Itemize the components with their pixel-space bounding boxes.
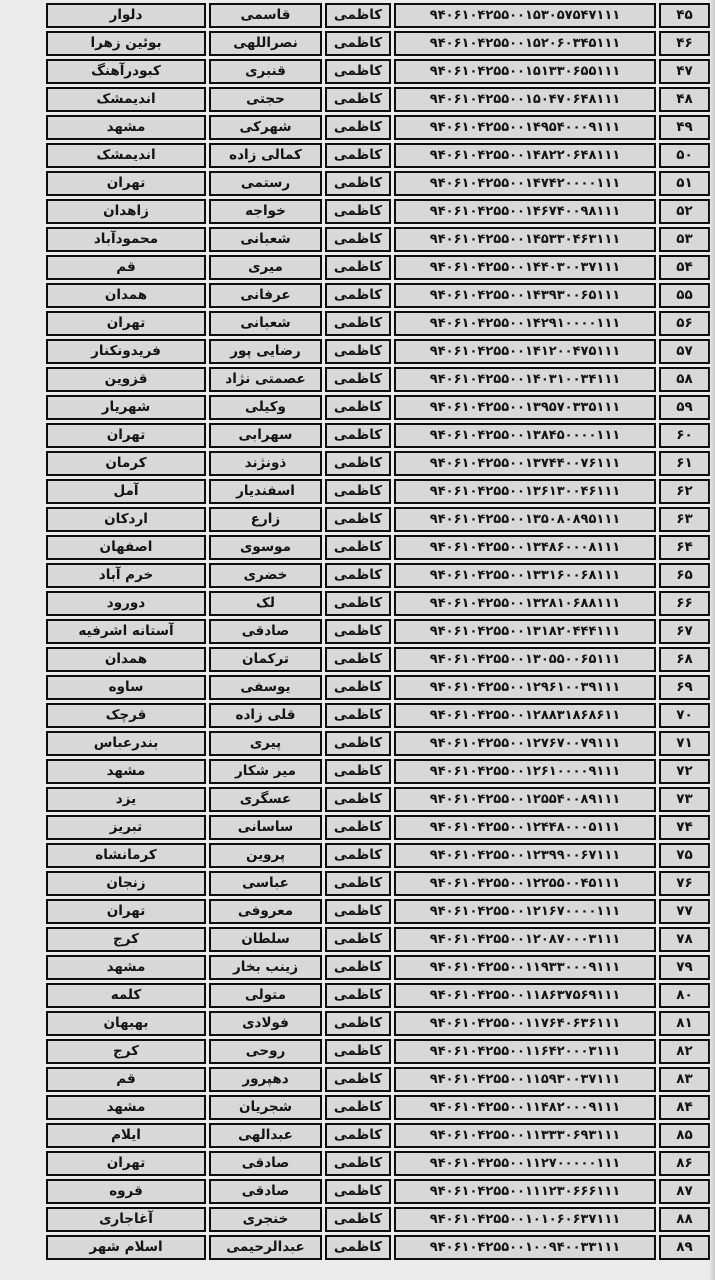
row-number-cell: ۶۱ <box>659 451 710 476</box>
name-cell: کاظمی <box>325 675 391 700</box>
table-row <box>46 899 710 924</box>
code-number-cell: ۹۴۰۶۱۰۴۲۵۵۰۰۱۱۲۷۰۰۰۰۰۱۱۱ <box>394 1151 656 1176</box>
row-number-cell: ۶۷ <box>659 619 710 644</box>
name-cell: کاظمی <box>325 535 391 560</box>
row-number-cell: ۷۱ <box>659 731 710 756</box>
row-number-cell: ۵۸ <box>659 367 710 392</box>
city-cell: فریدونکنار <box>46 339 206 364</box>
row-number-cell: ۷۸ <box>659 927 710 952</box>
table-row <box>46 1067 710 1092</box>
row-number-cell: ۷۴ <box>659 815 710 840</box>
code-number-cell: ۹۴۰۶۱۰۴۲۵۵۰۰۱۲۴۴۸۰۰۰۵۱۱۱ <box>394 815 656 840</box>
surname-cell: متولی <box>209 983 322 1008</box>
name-cell: کاظمی <box>325 311 391 336</box>
row-number-cell: ۶۵ <box>659 563 710 588</box>
code-number-cell: ۹۴۰۶۱۰۴۲۵۵۰۰۱۳۹۵۷۰۳۳۵۱۱۱ <box>394 395 656 420</box>
surname-cell: معروفی <box>209 899 322 924</box>
name-cell: کاظمی <box>325 395 391 420</box>
row-number-cell: ۷۵ <box>659 843 710 868</box>
name-cell: کاظمی <box>325 1039 391 1064</box>
name-cell: کاظمی <box>325 591 391 616</box>
name-cell: کاظمی <box>325 759 391 784</box>
name-cell: کاظمی <box>325 731 391 756</box>
code-number-cell: ۹۴۰۶۱۰۴۲۵۵۰۰۱۲۵۵۴۰۰۸۹۱۱۱ <box>394 787 656 812</box>
table-row <box>46 59 710 84</box>
table-row <box>46 731 710 756</box>
code-number-cell: ۹۴۰۶۱۰۴۲۵۵۰۰۱۰۱۰۶۰۶۳۷۱۱۱ <box>394 1207 656 1232</box>
name-cell: کاظمی <box>325 1011 391 1036</box>
surname-cell: لک <box>209 591 322 616</box>
name-cell: کاظمی <box>325 507 391 532</box>
code-number-cell: ۹۴۰۶۱۰۴۲۵۵۰۰۱۱۹۳۳۰۰۰۹۱۱۱ <box>394 955 656 980</box>
row-number-cell: ۸۲ <box>659 1039 710 1064</box>
city-cell: مشهد <box>46 1095 206 1120</box>
table-row <box>46 955 710 980</box>
row-number-cell: ۶۴ <box>659 535 710 560</box>
code-number-cell: ۹۴۰۶۱۰۴۲۵۵۰۰۱۳۳۱۶۰۰۶۸۱۱۱ <box>394 563 656 588</box>
city-cell: اندیمشک <box>46 143 206 168</box>
table-row <box>46 1011 710 1036</box>
name-cell: کاظمی <box>325 143 391 168</box>
table-row <box>46 507 710 532</box>
city-cell: اصفهان <box>46 535 206 560</box>
row-number-cell: ۵۶ <box>659 311 710 336</box>
code-number-cell: ۹۴۰۶۱۰۴۲۵۵۰۰۱۱۶۴۲۰۰۰۳۱۱۱ <box>394 1039 656 1064</box>
code-number-cell: ۹۴۰۶۱۰۴۲۵۵۰۰۱۲۱۶۷۰۰۰۰۱۱۱ <box>394 899 656 924</box>
table-row <box>46 591 710 616</box>
row-number-cell: ۸۰ <box>659 983 710 1008</box>
row-number-cell: ۶۶ <box>659 591 710 616</box>
row-number-cell: ۸۳ <box>659 1067 710 1092</box>
code-number-cell: ۹۴۰۶۱۰۴۲۵۵۰۰۱۲۶۱۰۰۰۰۹۱۱۱ <box>394 759 656 784</box>
city-cell: آغاجاری <box>46 1207 206 1232</box>
table-row <box>46 227 710 252</box>
table-row <box>46 311 710 336</box>
surname-cell: سلطان <box>209 927 322 952</box>
table-row <box>46 927 710 952</box>
code-number-cell: ۹۴۰۶۱۰۴۲۵۵۰۰۱۲۲۵۵۰۰۴۵۱۱۱ <box>394 871 656 896</box>
surname-cell: خنجری <box>209 1207 322 1232</box>
code-number-cell: ۹۴۰۶۱۰۴۲۵۵۰۰۱۵۳۰۵۷۵۴۷۱۱۱ <box>394 3 656 28</box>
surname-cell: موسوی <box>209 535 322 560</box>
name-cell: کاظمی <box>325 1235 391 1260</box>
code-number-cell: ۹۴۰۶۱۰۴۲۵۵۰۰۱۲۳۹۹۰۰۶۷۱۱۱ <box>394 843 656 868</box>
surname-cell: ساسانی <box>209 815 322 840</box>
surname-cell: ترکمان <box>209 647 322 672</box>
city-cell: مشهد <box>46 955 206 980</box>
surname-cell: کمالی زاده <box>209 143 322 168</box>
city-cell: مشهد <box>46 759 206 784</box>
code-number-cell: ۹۴۰۶۱۰۴۲۵۵۰۰۱۴۹۵۴۰۰۰۹۱۱۱ <box>394 115 656 140</box>
city-cell: همدان <box>46 283 206 308</box>
name-cell: کاظمی <box>325 955 391 980</box>
table-row <box>46 395 710 420</box>
surname-cell: نصراللهی <box>209 31 322 56</box>
table-row <box>46 787 710 812</box>
surname-cell: زینب بخار <box>209 955 322 980</box>
table-row <box>46 199 710 224</box>
table-row <box>46 1039 710 1064</box>
row-number-cell: ۷۳ <box>659 787 710 812</box>
code-number-cell: ۹۴۰۶۱۰۴۲۵۵۰۰۱۲۷۶۷۰۰۷۹۱۱۱ <box>394 731 656 756</box>
city-cell: زاهدان <box>46 199 206 224</box>
code-number-cell: ۹۴۰۶۱۰۴۲۵۵۰۰۱۴۱۲۰۰۴۷۵۱۱۱ <box>394 339 656 364</box>
row-number-cell: ۴۸ <box>659 87 710 112</box>
table-row <box>46 675 710 700</box>
name-cell: کاظمی <box>325 983 391 1008</box>
row-number-cell: ۴۷ <box>659 59 710 84</box>
row-number-cell: ۵۰ <box>659 143 710 168</box>
row-number-cell: ۵۴ <box>659 255 710 280</box>
surname-cell: شجریان <box>209 1095 322 1120</box>
code-number-cell: ۹۴۰۶۱۰۴۲۵۵۰۰۱۱۷۶۴۰۶۳۶۱۱۱ <box>394 1011 656 1036</box>
records-table <box>43 0 713 1263</box>
city-cell: یزد <box>46 787 206 812</box>
row-number-cell: ۸۷ <box>659 1179 710 1204</box>
code-number-cell: ۹۴۰۶۱۰۴۲۵۵۰۰۱۴۰۳۱۰۰۳۴۱۱۱ <box>394 367 656 392</box>
code-number-cell: ۹۴۰۶۱۰۴۲۵۵۰۰۱۳۶۱۳۰۰۴۶۱۱۱ <box>394 479 656 504</box>
name-cell: کاظمی <box>325 927 391 952</box>
name-cell: کاظمی <box>325 283 391 308</box>
code-number-cell: ۹۴۰۶۱۰۴۲۵۵۰۰۱۴۳۹۳۰۰۶۵۱۱۱ <box>394 283 656 308</box>
city-cell: زنجان <box>46 871 206 896</box>
code-number-cell: ۹۴۰۶۱۰۴۲۵۵۰۰۱۳۸۴۵۰۰۰۰۱۱۱ <box>394 423 656 448</box>
name-cell: کاظمی <box>325 647 391 672</box>
city-cell: اندیمشک <box>46 87 206 112</box>
city-cell: قروه <box>46 1179 206 1204</box>
city-cell: بوئین زهرا <box>46 31 206 56</box>
name-cell: کاظمی <box>325 423 391 448</box>
code-number-cell: ۹۴۰۶۱۰۴۲۵۵۰۰۱۳۱۸۲۰۴۴۴۱۱۱ <box>394 619 656 644</box>
name-cell: کاظمی <box>325 479 391 504</box>
row-number-cell: ۸۴ <box>659 1095 710 1120</box>
surname-cell: سهرابی <box>209 423 322 448</box>
row-number-cell: ۷۹ <box>659 955 710 980</box>
records-table-body <box>46 3 710 1260</box>
name-cell: کاظمی <box>325 843 391 868</box>
city-cell: کلمه <box>46 983 206 1008</box>
code-number-cell: ۹۴۰۶۱۰۴۲۵۵۰۰۱۳۵۰۸۰۸۹۵۱۱۱ <box>394 507 656 532</box>
row-number-cell: ۷۶ <box>659 871 710 896</box>
city-cell: تهران <box>46 1151 206 1176</box>
code-number-cell: ۹۴۰۶۱۰۴۲۵۵۰۰۱۴۷۴۲۰۰۰۰۱۱۱ <box>394 171 656 196</box>
city-cell: دلوار <box>46 3 206 28</box>
surname-cell: قلی زاده <box>209 703 322 728</box>
name-cell: کاظمی <box>325 199 391 224</box>
surname-cell: زارع <box>209 507 322 532</box>
code-number-cell: ۹۴۰۶۱۰۴۲۵۵۰۰۱۴۶۷۴۰۰۹۸۱۱۱ <box>394 199 656 224</box>
code-number-cell: ۹۴۰۶۱۰۴۲۵۵۰۰۱۴۴۰۳۰۰۳۷۱۱۱ <box>394 255 656 280</box>
surname-cell: شعبانی <box>209 311 322 336</box>
city-cell: قرچک <box>46 703 206 728</box>
table-row <box>46 759 710 784</box>
name-cell: کاظمی <box>325 59 391 84</box>
row-number-cell: ۷۷ <box>659 899 710 924</box>
row-number-cell: ۵۹ <box>659 395 710 420</box>
name-cell: کاظمی <box>325 339 391 364</box>
name-cell: کاظمی <box>325 87 391 112</box>
surname-cell: عرفانی <box>209 283 322 308</box>
name-cell: کاظمی <box>325 227 391 252</box>
surname-cell: رستمی <box>209 171 322 196</box>
row-number-cell: ۷۲ <box>659 759 710 784</box>
row-number-cell: ۶۸ <box>659 647 710 672</box>
row-number-cell: ۵۳ <box>659 227 710 252</box>
name-cell: کاظمی <box>325 563 391 588</box>
city-cell: قم <box>46 255 206 280</box>
code-number-cell: ۹۴۰۶۱۰۴۲۵۵۰۰۱۴۸۲۲۰۶۴۸۱۱۱ <box>394 143 656 168</box>
table-row <box>46 983 710 1008</box>
name-cell: کاظمی <box>325 703 391 728</box>
surname-cell: خواجه <box>209 199 322 224</box>
row-number-cell: ۶۳ <box>659 507 710 532</box>
city-cell: ایلام <box>46 1123 206 1148</box>
row-number-cell: ۴۶ <box>659 31 710 56</box>
table-row <box>46 283 710 308</box>
city-cell: تهران <box>46 171 206 196</box>
name-cell: کاظمی <box>325 31 391 56</box>
row-number-cell: ۴۵ <box>659 3 710 28</box>
city-cell: کرج <box>46 1039 206 1064</box>
surname-cell: ذونژند <box>209 451 322 476</box>
city-cell: تهران <box>46 311 206 336</box>
row-number-cell: ۵۷ <box>659 339 710 364</box>
surname-cell: فولادی <box>209 1011 322 1036</box>
city-cell: کرمان <box>46 451 206 476</box>
name-cell: کاظمی <box>325 255 391 280</box>
surname-cell: اسفندیار <box>209 479 322 504</box>
city-cell: کرمانشاه <box>46 843 206 868</box>
code-number-cell: ۹۴۰۶۱۰۴۲۵۵۰۰۱۲۰۸۷۰۰۰۳۱۱۱ <box>394 927 656 952</box>
table-row <box>46 703 710 728</box>
city-cell: اردکان <box>46 507 206 532</box>
table-row <box>46 31 710 56</box>
table-row <box>46 479 710 504</box>
row-number-cell: ۸۱ <box>659 1011 710 1036</box>
city-cell: ساوه <box>46 675 206 700</box>
surname-cell: پروین <box>209 843 322 868</box>
code-number-cell: ۹۴۰۶۱۰۴۲۵۵۰۰۱۵۱۳۳۰۶۵۵۱۱۱ <box>394 59 656 84</box>
code-number-cell: ۹۴۰۶۱۰۴۲۵۵۰۰۱۳۲۸۱۰۶۸۸۱۱۱ <box>394 591 656 616</box>
row-number-cell: ۸۶ <box>659 1151 710 1176</box>
surname-cell: دهپرور <box>209 1067 322 1092</box>
surname-cell: حجتی <box>209 87 322 112</box>
surname-cell: شعبانی <box>209 227 322 252</box>
code-number-cell: ۹۴۰۶۱۰۴۲۵۵۰۰۱۵۰۴۷۰۶۴۸۱۱۱ <box>394 87 656 112</box>
row-number-cell: ۵۲ <box>659 199 710 224</box>
surname-cell: یوسفی <box>209 675 322 700</box>
table-row <box>46 115 710 140</box>
surname-cell: رضایی پور <box>209 339 322 364</box>
surname-cell: عبدالهی <box>209 1123 322 1148</box>
city-cell: محمودآباد <box>46 227 206 252</box>
surname-cell: شهرکی <box>209 115 322 140</box>
code-number-cell: ۹۴۰۶۱۰۴۲۵۵۰۰۱۱۵۹۳۰۰۳۷۱۱۱ <box>394 1067 656 1092</box>
city-cell: بندرعباس <box>46 731 206 756</box>
surname-cell: صادقی <box>209 1179 322 1204</box>
name-cell: کاظمی <box>325 1179 391 1204</box>
surname-cell: عبدالرحیمی <box>209 1235 322 1260</box>
city-cell: آمل <box>46 479 206 504</box>
surname-cell: صادقی <box>209 1151 322 1176</box>
surname-cell: قنبری <box>209 59 322 84</box>
table-row <box>46 1207 710 1232</box>
row-number-cell: ۴۹ <box>659 115 710 140</box>
table-row <box>46 815 710 840</box>
code-number-cell: ۹۴۰۶۱۰۴۲۵۵۰۰۱۳۰۵۵۰۰۶۵۱۱۱ <box>394 647 656 672</box>
name-cell: کاظمی <box>325 871 391 896</box>
code-number-cell: ۹۴۰۶۱۰۴۲۵۵۰۰۱۳۷۴۴۰۰۷۶۱۱۱ <box>394 451 656 476</box>
table-row <box>46 535 710 560</box>
table-row <box>46 3 710 28</box>
table-row <box>46 367 710 392</box>
table-row <box>46 1235 710 1260</box>
name-cell: کاظمی <box>325 899 391 924</box>
name-cell: کاظمی <box>325 1067 391 1092</box>
city-cell: کبودرآهنگ <box>46 59 206 84</box>
surname-cell: پیری <box>209 731 322 756</box>
name-cell: کاظمی <box>325 3 391 28</box>
code-number-cell: ۹۴۰۶۱۰۴۲۵۵۰۰۱۵۲۰۶۰۳۴۵۱۱۱ <box>394 31 656 56</box>
city-cell: کرج <box>46 927 206 952</box>
city-cell: همدان <box>46 647 206 672</box>
city-cell: مشهد <box>46 115 206 140</box>
city-cell: بهبهان <box>46 1011 206 1036</box>
code-number-cell: ۹۴۰۶۱۰۴۲۵۵۰۰۱۰۰۹۴۰۰۳۳۱۱۱ <box>394 1235 656 1260</box>
name-cell: کاظمی <box>325 619 391 644</box>
row-number-cell: ۶۲ <box>659 479 710 504</box>
surname-cell: عباسی <box>209 871 322 896</box>
name-cell: کاظمی <box>325 787 391 812</box>
name-cell: کاظمی <box>325 451 391 476</box>
name-cell: کاظمی <box>325 1123 391 1148</box>
table-row <box>46 171 710 196</box>
name-cell: کاظمی <box>325 1095 391 1120</box>
table-row <box>46 143 710 168</box>
city-cell: تهران <box>46 899 206 924</box>
code-number-cell: ۹۴۰۶۱۰۴۲۵۵۰۰۱۳۴۸۶۰۰۰۸۱۱۱ <box>394 535 656 560</box>
code-number-cell: ۹۴۰۶۱۰۴۲۵۵۰۰۱۲۹۶۱۰۰۳۹۱۱۱ <box>394 675 656 700</box>
surname-cell: خضری <box>209 563 322 588</box>
surname-cell: میر شکار <box>209 759 322 784</box>
name-cell: کاظمی <box>325 1151 391 1176</box>
table-row <box>46 255 710 280</box>
row-number-cell: ۶۰ <box>659 423 710 448</box>
surname-cell: روحی <box>209 1039 322 1064</box>
table-row <box>46 1179 710 1204</box>
city-cell: دورود <box>46 591 206 616</box>
surname-cell: وکیلی <box>209 395 322 420</box>
city-cell: قم <box>46 1067 206 1092</box>
name-cell: کاظمی <box>325 367 391 392</box>
city-cell: تهران <box>46 423 206 448</box>
surname-cell: قاسمی <box>209 3 322 28</box>
city-cell: شهریار <box>46 395 206 420</box>
table-row <box>46 647 710 672</box>
city-cell: تبریز <box>46 815 206 840</box>
name-cell: کاظمی <box>325 115 391 140</box>
code-number-cell: ۹۴۰۶۱۰۴۲۵۵۰۰۱۴۲۹۱۰۰۰۰۱۱۱ <box>394 311 656 336</box>
table-row <box>46 1095 710 1120</box>
table-row <box>46 1151 710 1176</box>
row-number-cell: ۶۹ <box>659 675 710 700</box>
table-row <box>46 843 710 868</box>
table-row <box>46 871 710 896</box>
row-number-cell: ۵۱ <box>659 171 710 196</box>
row-number-cell: ۷۰ <box>659 703 710 728</box>
row-number-cell: ۸۹ <box>659 1235 710 1260</box>
surname-cell: میری <box>209 255 322 280</box>
city-cell: خرم آباد <box>46 563 206 588</box>
name-cell: کاظمی <box>325 1207 391 1232</box>
code-number-cell: ۹۴۰۶۱۰۴۲۵۵۰۰۱۲۸۸۳۱۸۶۸۶۱۱ <box>394 703 656 728</box>
name-cell: کاظمی <box>325 171 391 196</box>
surname-cell: عسگری <box>209 787 322 812</box>
table-row <box>46 451 710 476</box>
code-number-cell: ۹۴۰۶۱۰۴۲۵۵۰۰۱۱۴۸۲۰۰۰۹۱۱۱ <box>394 1095 656 1120</box>
row-number-cell: ۸۵ <box>659 1123 710 1148</box>
row-number-cell: ۵۵ <box>659 283 710 308</box>
code-number-cell: ۹۴۰۶۱۰۴۲۵۵۰۰۱۱۱۲۳۰۶۶۶۱۱۱ <box>394 1179 656 1204</box>
table-row <box>46 563 710 588</box>
table-row <box>46 619 710 644</box>
code-number-cell: ۹۴۰۶۱۰۴۲۵۵۰۰۱۱۳۳۳۰۶۹۳۱۱۱ <box>394 1123 656 1148</box>
name-cell: کاظمی <box>325 815 391 840</box>
surname-cell: صادقی <box>209 619 322 644</box>
city-cell: آستانه اشرفیه <box>46 619 206 644</box>
table-row <box>46 1123 710 1148</box>
code-number-cell: ۹۴۰۶۱۰۴۲۵۵۰۰۱۱۸۶۳۷۵۶۹۱۱۱ <box>394 983 656 1008</box>
table-row <box>46 339 710 364</box>
table-row <box>46 87 710 112</box>
code-number-cell: ۹۴۰۶۱۰۴۲۵۵۰۰۱۴۵۳۳۰۴۶۳۱۱۱ <box>394 227 656 252</box>
table-row <box>46 423 710 448</box>
row-number-cell: ۸۸ <box>659 1207 710 1232</box>
surname-cell: عصمتی نژاد <box>209 367 322 392</box>
city-cell: اسلام شهر <box>46 1235 206 1260</box>
city-cell: قزوین <box>46 367 206 392</box>
